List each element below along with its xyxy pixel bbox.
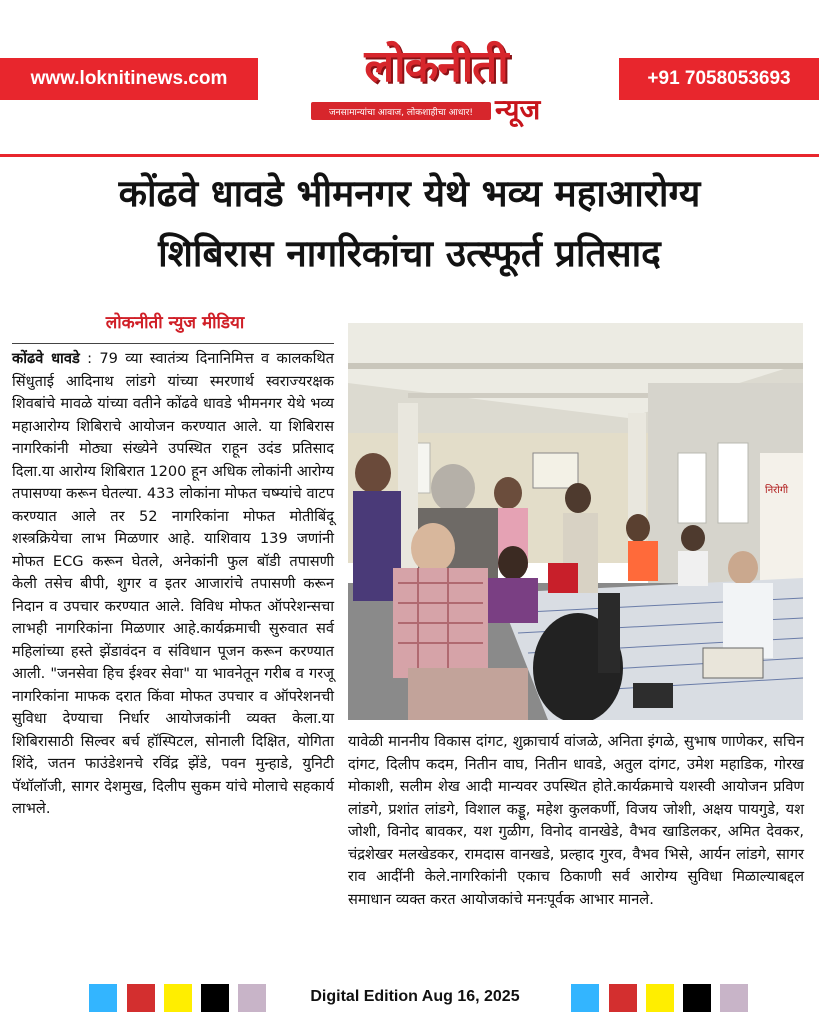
color-swatch-black [683,984,711,1012]
color-swatch-black [201,984,229,1012]
phone-number: +91 7058053693 [647,68,791,89]
banner-text: निरोगी [765,485,789,496]
logo-tagline: जनसामान्यांचा आवाज, लोकशाहीचा आधार! [311,102,491,120]
article-body-left-column [12,348,334,821]
website-url-badge[interactable] [0,58,258,100]
article-headline [20,164,799,284]
color-swatch-blue [89,984,117,1012]
color-swatch-lilac [238,984,266,1012]
header-divider [0,154,819,157]
article-body-right-column: यावेळी माननीय विकास दांगट, शुक्राचार्य वांजळे, अनिता इंगळे, सुभाष णाणेकर, सचिन दांगट, दिलीप कदम, नितीन वाघ, नितीन धावडे, अतुल दांगट, उमेश महाडिक, गोरख मोकाशी, सलीम शेख आदी मान्यवर उपस्थित होते.कार्यक्रमाचे यशस्वी आयोजन प्रविण लांडगे, प्रशांत लांडगे, विशाल कड्डू, महेश कुलकर्णी, विजय जोशी, अक्षय पायगुडे, यश जोशी, विनोद बावकर, यश गुळीग, विनोद वानखेडे, वैभव खाडिलकर, अमित देवकर, चंद्रशेखर मलखेडकर, रामदास वानखडे, प्रल्हाद गुरव, वैभव भिसे, आर्यन लांडगे, सागर राव आदींनी केले.नागरिकांनी एकाच ठिकाणी सर्व आरोग्य सुविधा मिळाल्याबद्दल समाधान व्यक्त करत आयोजकांचे मनःपूर्वक आभार मानले. [348,733,804,908]
logo-subtitle: न्यूज [495,93,541,126]
health-camp-photo [348,323,803,720]
headline-line-1: कोंढवे धावडे भीमनगर येथे भव्य महाआरोग्य [118,172,701,215]
headline-line-2: शिबिरास नागरिकांचा उत्स्फूर्त प्रतिसाद [158,232,661,275]
color-swatch-blue [571,984,599,1012]
loknitinews-logo [305,26,567,134]
color-swatch-yellow [164,984,192,1012]
color-swatch-yellow [646,984,674,1012]
logo-wordmark: लोकनीती [364,41,508,92]
website-url: www.loknitinews.com [30,68,228,89]
color-swatch-lilac [720,984,748,1012]
color-swatch-red [127,984,155,1012]
color-swatch-red [609,984,637,1012]
health-camp-photo-drawing [348,323,803,720]
dateline-place: कोंढवे धावडे [12,350,80,367]
left-column-text: : 79 व्या स्वातंत्र्य दिनानिमित्त व कालकथित सिंधुताई आदिनाथ लांडगे यांच्या स्मरणार्थ स्वराज्यरक्षक शिवबांचे मावळे यांच्या वतीने कोंढवे धावडे भीमनगर येथे भव्य महाआरोग्य शिबिराचे आयोजन करण्यात आले. या शिबिरास नागरिकांनी मोठ्या संख्येने उपस्थित राहून उदंड प्रतिसाद दिला.या आरोग्य शिबिरात 1200 हून अधिक लोकांनी आरोग्य तपासण्या करून घेतल्या. 433 लोकांना मोफत चष्म्यांचे वाटप करण्यात आले तर 52 नागरिकांना मोफत मोतीबिंदू शस्त्रक्रियेचा लाभ मिळणार आहे. याशिवाय 139 जणांनी मोफत ECG करून घेतले, अनेकांनी फुल बॉडी तपासणी केली तसेच बीपी, शुगर व इतर आजारांचे तपासणी करून निदान व उपचार करण्यात आले. विविध मोफत ऑपरेशन्सचा लाभही नागरिकांना मिळणार आहे.कार्यक्रमाची सुरुवात सर्व महिलांच्या हस्ते झेंडावंदन व संविधान पूजन करून करण्यात आली. "जनसेवा हिच ईश्वर सेवा" या भावनेतून गरीब व गरजू नागरिकांना माफक दरात किंवा मोफत उपचार व ऑपरेशनची सुविधा देण्याचा निर्धार आयोजकांनी व्यक्त केला.या शिबिरासाठी सिल्वर बर्च हॉस्पिटल, सोनाली दिक्षित, योगिता शिंदे, जतन फाउंडेशनचे रविंद्र झेंडे, पवन मुन्हाडे, युनिटी पॅथॉलॉजी, सागर देशमुख, दिलीप सुकम यांचे मोलाचे सहकार्य लाभले. [12,350,335,817]
digital-edition-date: Digital Edition Aug 16, 2025 [310,988,520,1005]
article-byline: लोकनीती न्युज मीडिया [105,313,245,333]
phone-number-badge[interactable] [619,58,819,100]
byline-divider [12,343,334,344]
